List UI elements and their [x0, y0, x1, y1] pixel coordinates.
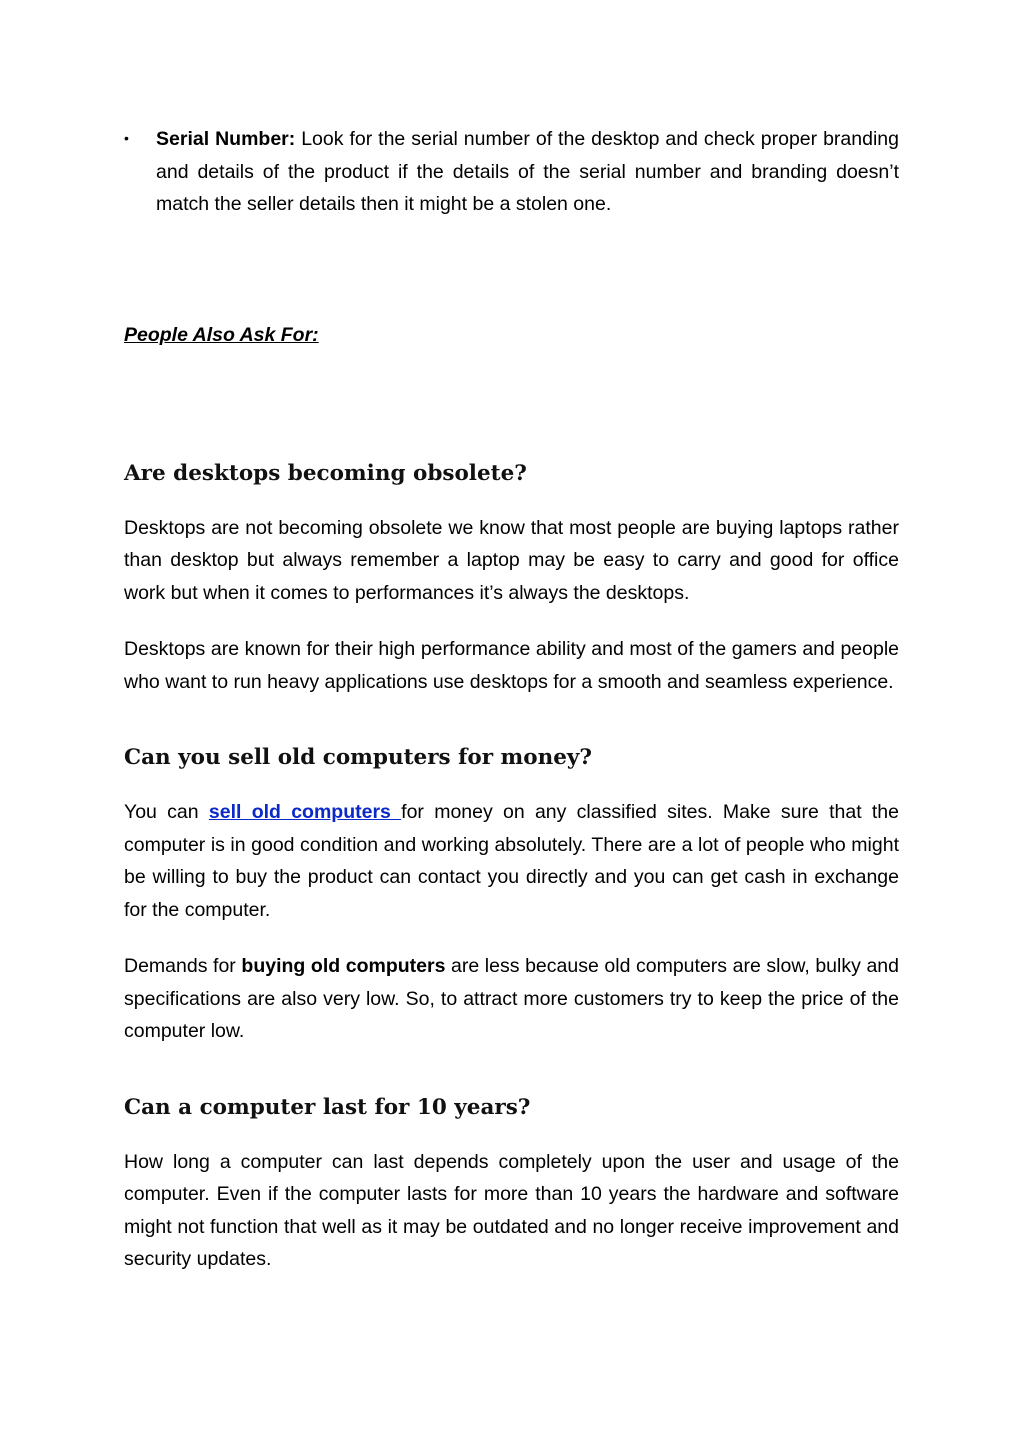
answer-paragraph: Desktops are known for their high performance ability and most of the gamers and people who want to run heavy applications use desktops for a smooth and seamless experience. [124, 638, 899, 693]
serial-number-text: Look for the serial number of the desktop and check proper branding and details of the product if the details of the serial number and branding doesn’t match the seller details then it might be a stolen one. [156, 128, 899, 215]
answer-paragraph: How long a computer can last depends completely upon the user and usage of the computer. Even if the computer lasts for more than 10 years the hardware and software might not function that well as it may be outdated and no longer receive improvement and security updates. [124, 1150, 899, 1270]
text-segment: are less because old computers are slow, bulky and specifications are also very low. So, to attract more customers try to keep the price of the computer low. [124, 955, 899, 1042]
serial-number-label: Serial Number: [156, 128, 296, 150]
question-heading-ten-years: Can a computer last for 10 years? [124, 1094, 531, 1120]
sell-old-computers-link[interactable]: sell old computers [208, 801, 402, 823]
serial-number-bullet [124, 122, 899, 221]
text-segment: You can [124, 801, 209, 823]
buying-old-computers-bold: buying old computers [241, 955, 446, 977]
people-also-ask-heading: People Also Ask For: [124, 323, 319, 346]
question-heading-sell-old-computers: Can you sell old computers for money? [124, 745, 593, 770]
answer-paragraph [124, 796, 899, 926]
answer-paragraph [124, 950, 899, 1048]
bullet-icon: • [124, 130, 129, 146]
text-segment: for money on any classified sites. Make sure that the computer is in good condition and working absolutely. There are a lot of people who might be willing to buy the product can contact you directly and you can get cash in exchange for the computer. [124, 801, 899, 921]
document-page [124, 122, 899, 1276]
answer-paragraph: Desktops are not becoming obsolete we know that most people are buying laptops rather than desktop but always remember a laptop may be easy to carry and good for office work but when it comes to performances it’s always the desktops. [124, 516, 899, 604]
text-segment: Demands for [124, 955, 242, 977]
question-heading-obsolete: Are desktops becoming obsolete? [124, 460, 527, 486]
